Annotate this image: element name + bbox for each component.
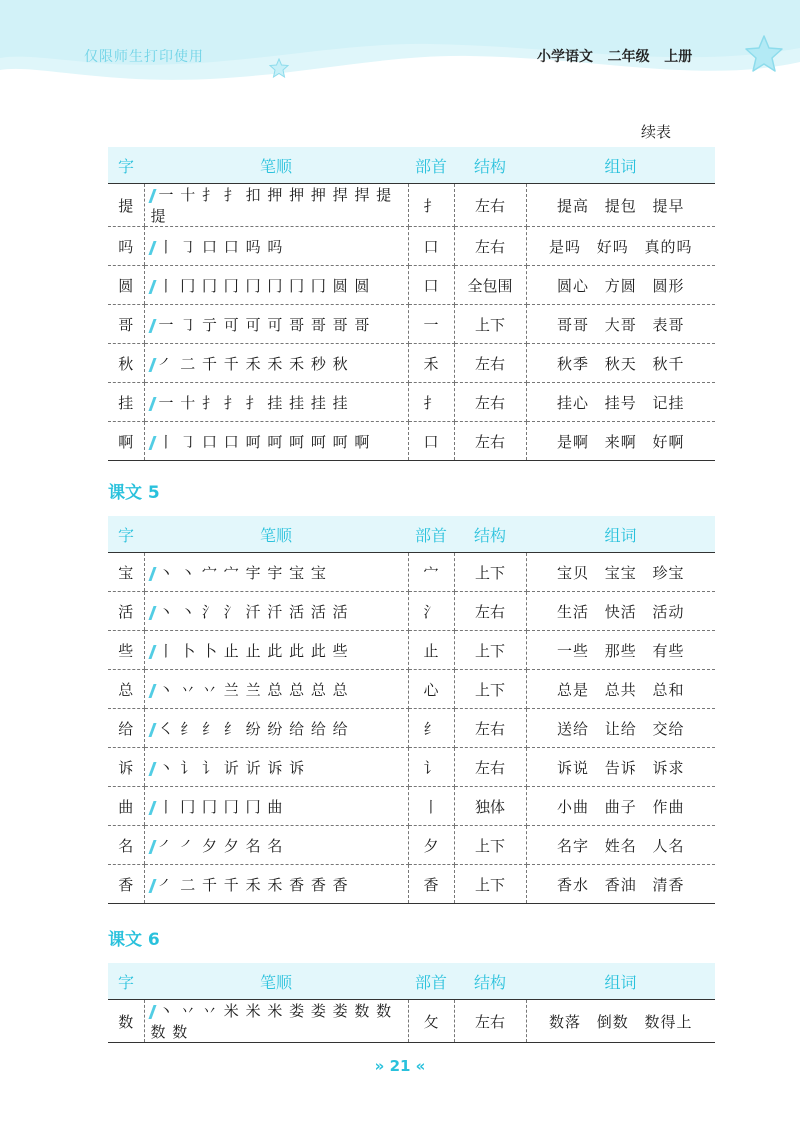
row-words: 挂心 挂号 记挂 — [526, 383, 715, 422]
header-strokes: 笔顺 — [144, 516, 408, 553]
watermark-text: 仅限师生打印使用 — [84, 49, 204, 65]
row-char: 秋 — [108, 344, 144, 383]
star-icon — [743, 34, 785, 74]
table-row — [108, 787, 715, 826]
stroke-sequence-text: 一 十 扌 扌 扌 挂 挂 挂 挂 — [158, 393, 349, 412]
row-words: 数落 倒数 数得上 — [526, 1000, 715, 1043]
row-words: 总是 总共 总和 — [526, 670, 715, 709]
row-words: 宝贝 宝宝 珍宝 — [526, 553, 715, 592]
stroke-guide-mark — [148, 397, 156, 411]
stroke-sequence-text: ㇛ 纟 纟 纟 纷 纷 给 给 给 — [158, 719, 349, 738]
subject-grade-label: 小学语文 二年级 上册 — [537, 49, 693, 65]
section-title-lesson-5: 课文 5 — [108, 483, 160, 503]
page-number-value: 21 — [389, 1057, 411, 1075]
header-radical: 部首 — [408, 516, 454, 553]
row-structure: 左右 — [454, 1000, 526, 1043]
row-stroke-order — [144, 553, 408, 592]
header-band — [0, 0, 800, 80]
row-char: 哥 — [108, 305, 144, 344]
stroke-guide-mark — [148, 280, 156, 294]
stroke-sequence-text: 丶 丷 丷 米 米 米 娄 娄 娄 数 数 数 数 — [150, 1002, 393, 1041]
header-structure: 结构 — [454, 147, 526, 184]
stroke-guide-mark — [148, 319, 156, 333]
row-radical: 一 — [408, 305, 454, 344]
row-stroke-order — [144, 266, 408, 305]
row-char: 活 — [108, 592, 144, 631]
row-structure: 上下 — [454, 631, 526, 670]
header-radical: 部首 — [408, 963, 454, 1000]
header-structure: 结构 — [454, 516, 526, 553]
stroke-sequence-text: 丶 丶 宀 宀 宇 宇 宝 宝 — [158, 563, 327, 582]
row-radical: 口 — [408, 266, 454, 305]
row-words: 小曲 曲子 作曲 — [526, 787, 715, 826]
row-structure: 上下 — [454, 826, 526, 865]
row-radical: 心 — [408, 670, 454, 709]
header-radical: 部首 — [408, 147, 454, 184]
stroke-guide-mark — [148, 801, 156, 815]
table-row — [108, 266, 715, 305]
row-char: 挂 — [108, 383, 144, 422]
row-char: 给 — [108, 709, 144, 748]
row-stroke-order — [144, 670, 408, 709]
row-structure: 上下 — [454, 670, 526, 709]
stroke-sequence-text: ㇒ 二 千 千 禾 禾 禾 秒 秋 — [158, 354, 349, 373]
row-structure: 上下 — [454, 305, 526, 344]
table-row — [108, 592, 715, 631]
stroke-guide-mark — [148, 723, 156, 737]
row-stroke-order — [144, 787, 408, 826]
row-words: 圆心 方圆 圆形 — [526, 266, 715, 305]
row-stroke-order — [144, 865, 408, 904]
row-words: 是啊 来啊 好啊 — [526, 422, 715, 461]
stroke-guide-mark — [148, 645, 156, 659]
stroke-sequence-text: 丨 冂 冂 冂 冂 曲 — [158, 797, 284, 816]
row-stroke-order — [144, 631, 408, 670]
row-radical: 香 — [408, 865, 454, 904]
row-structure: 左右 — [454, 383, 526, 422]
table-row — [108, 826, 715, 865]
row-char: 宝 — [108, 553, 144, 592]
header-char: 字 — [108, 963, 144, 1000]
row-words: 提高 提包 提早 — [526, 184, 715, 227]
row-radical: 扌 — [408, 383, 454, 422]
header-strokes: 笔顺 — [144, 147, 408, 184]
header-structure: 结构 — [454, 963, 526, 1000]
row-structure: 左右 — [454, 344, 526, 383]
row-structure: 左右 — [454, 422, 526, 461]
row-radical: 禾 — [408, 344, 454, 383]
table-row — [108, 344, 715, 383]
row-structure: 全包围 — [454, 266, 526, 305]
row-words: 秋季 秋天 秋千 — [526, 344, 715, 383]
row-radical: 攵 — [408, 1000, 454, 1043]
stroke-sequence-text: 丨 卜 卜 止 止 此 此 此 些 — [158, 641, 349, 660]
stroke-sequence-text: 一 ㇆ 亍 可 可 可 哥 哥 哥 哥 — [158, 315, 371, 334]
stroke-guide-mark — [148, 567, 156, 581]
row-char: 啊 — [108, 422, 144, 461]
row-char: 些 — [108, 631, 144, 670]
row-stroke-order — [144, 709, 408, 748]
header-strokes: 笔顺 — [144, 963, 408, 1000]
stroke-guide-mark — [148, 762, 156, 776]
row-words: 是吗 好吗 真的吗 — [526, 227, 715, 266]
stroke-guide-mark — [148, 189, 156, 203]
row-structure: 上下 — [454, 865, 526, 904]
row-char: 数 — [108, 1000, 144, 1043]
row-stroke-order — [144, 748, 408, 787]
stroke-guide-mark — [148, 606, 156, 620]
row-stroke-order — [144, 344, 408, 383]
row-stroke-order — [144, 227, 408, 266]
row-char: 提 — [108, 184, 144, 227]
row-stroke-order — [144, 826, 408, 865]
stroke-guide-mark — [148, 358, 156, 372]
stroke-sequence-text: ㇒ ㇒ 夕 夕 名 名 — [158, 836, 284, 855]
stroke-guide-mark — [148, 840, 156, 854]
row-stroke-order — [144, 383, 408, 422]
row-structure: 左右 — [454, 227, 526, 266]
row-radical: 丨 — [408, 787, 454, 826]
table-row — [108, 227, 715, 266]
stroke-sequence-text: 丨 冂 冂 冂 冂 冂 冂 冂 圆 圆 — [158, 276, 371, 295]
header-words: 组词 — [526, 963, 715, 1000]
section-title-lesson-6: 课文 6 — [108, 930, 160, 950]
table-row — [108, 748, 715, 787]
row-radical: 口 — [408, 227, 454, 266]
stroke-guide-mark — [148, 879, 156, 893]
table-header-row — [108, 516, 715, 553]
row-char: 曲 — [108, 787, 144, 826]
header-char: 字 — [108, 147, 144, 184]
small-star-icon — [268, 58, 290, 78]
stroke-sequence-text: 丨 ㇆ 口 口 呵 呵 呵 呵 呵 啊 — [158, 432, 371, 451]
row-radical: 扌 — [408, 184, 454, 227]
table-row — [108, 709, 715, 748]
stroke-order-table-continued — [108, 147, 715, 461]
table-row — [108, 305, 715, 344]
row-radical: 宀 — [408, 553, 454, 592]
stroke-sequence-text: 丶 丷 丷 兰 兰 总 总 总 总 — [158, 680, 349, 699]
stroke-sequence-text: 丶 丶 氵 氵 汘 汘 活 活 活 — [158, 602, 349, 621]
row-structure: 独体 — [454, 787, 526, 826]
stroke-guide-mark — [148, 241, 156, 255]
row-char: 香 — [108, 865, 144, 904]
table-row — [108, 1000, 715, 1043]
row-char: 圆 — [108, 266, 144, 305]
row-structure: 左右 — [454, 748, 526, 787]
row-words: 名字 姓名 人名 — [526, 826, 715, 865]
row-char: 诉 — [108, 748, 144, 787]
row-structure: 左右 — [454, 709, 526, 748]
row-radical: 讠 — [408, 748, 454, 787]
row-char: 吗 — [108, 227, 144, 266]
stroke-sequence-text: 丨 ㇆ 口 口 吗 吗 — [158, 237, 284, 256]
row-structure: 上下 — [454, 553, 526, 592]
row-words: 生活 快活 活动 — [526, 592, 715, 631]
table-row — [108, 670, 715, 709]
stroke-sequence-text: 丶 讠 讠 䜣 䜣 诉 诉 — [158, 758, 306, 777]
header-words: 组词 — [526, 147, 715, 184]
row-stroke-order — [144, 1000, 408, 1043]
table-row — [108, 383, 715, 422]
stroke-guide-mark — [148, 436, 156, 450]
header-words: 组词 — [526, 516, 715, 553]
stroke-guide-mark — [148, 1005, 156, 1019]
row-char: 名 — [108, 826, 144, 865]
row-words: 送给 让给 交给 — [526, 709, 715, 748]
stroke-sequence-text: 一 十 扌 扌 扣 押 押 押 捍 捍 提 提 — [150, 186, 393, 225]
stroke-order-table-lesson-5 — [108, 516, 715, 904]
row-words: 诉说 告诉 诉求 — [526, 748, 715, 787]
row-stroke-order — [144, 422, 408, 461]
table-row — [108, 631, 715, 670]
row-words: 香水 香油 清香 — [526, 865, 715, 904]
row-words: 哥哥 大哥 表哥 — [526, 305, 715, 344]
row-radical: 氵 — [408, 592, 454, 631]
row-structure: 左右 — [454, 184, 526, 227]
table-header-row — [108, 963, 715, 1000]
row-radical: 夕 — [408, 826, 454, 865]
row-stroke-order — [144, 592, 408, 631]
row-words: 一些 那些 有些 — [526, 631, 715, 670]
row-radical: 口 — [408, 422, 454, 461]
row-radical: 止 — [408, 631, 454, 670]
row-radical: 纟 — [408, 709, 454, 748]
stroke-guide-mark — [148, 684, 156, 698]
left-arrow-icon: » — [374, 1057, 385, 1075]
row-char: 总 — [108, 670, 144, 709]
stroke-order-table-lesson-6 — [108, 963, 715, 1043]
table-row — [108, 184, 715, 227]
row-structure: 左右 — [454, 592, 526, 631]
page-number — [0, 1057, 800, 1075]
row-stroke-order — [144, 305, 408, 344]
table-header-row — [108, 147, 715, 184]
table-row — [108, 422, 715, 461]
row-stroke-order — [144, 184, 408, 227]
stroke-sequence-text: ㇒ 二 千 千 禾 禾 香 香 香 — [158, 875, 349, 894]
table-row — [108, 553, 715, 592]
right-arrow-icon: « — [415, 1057, 426, 1075]
continued-label: 续表 — [641, 123, 672, 141]
table-row — [108, 865, 715, 904]
header-char: 字 — [108, 516, 144, 553]
